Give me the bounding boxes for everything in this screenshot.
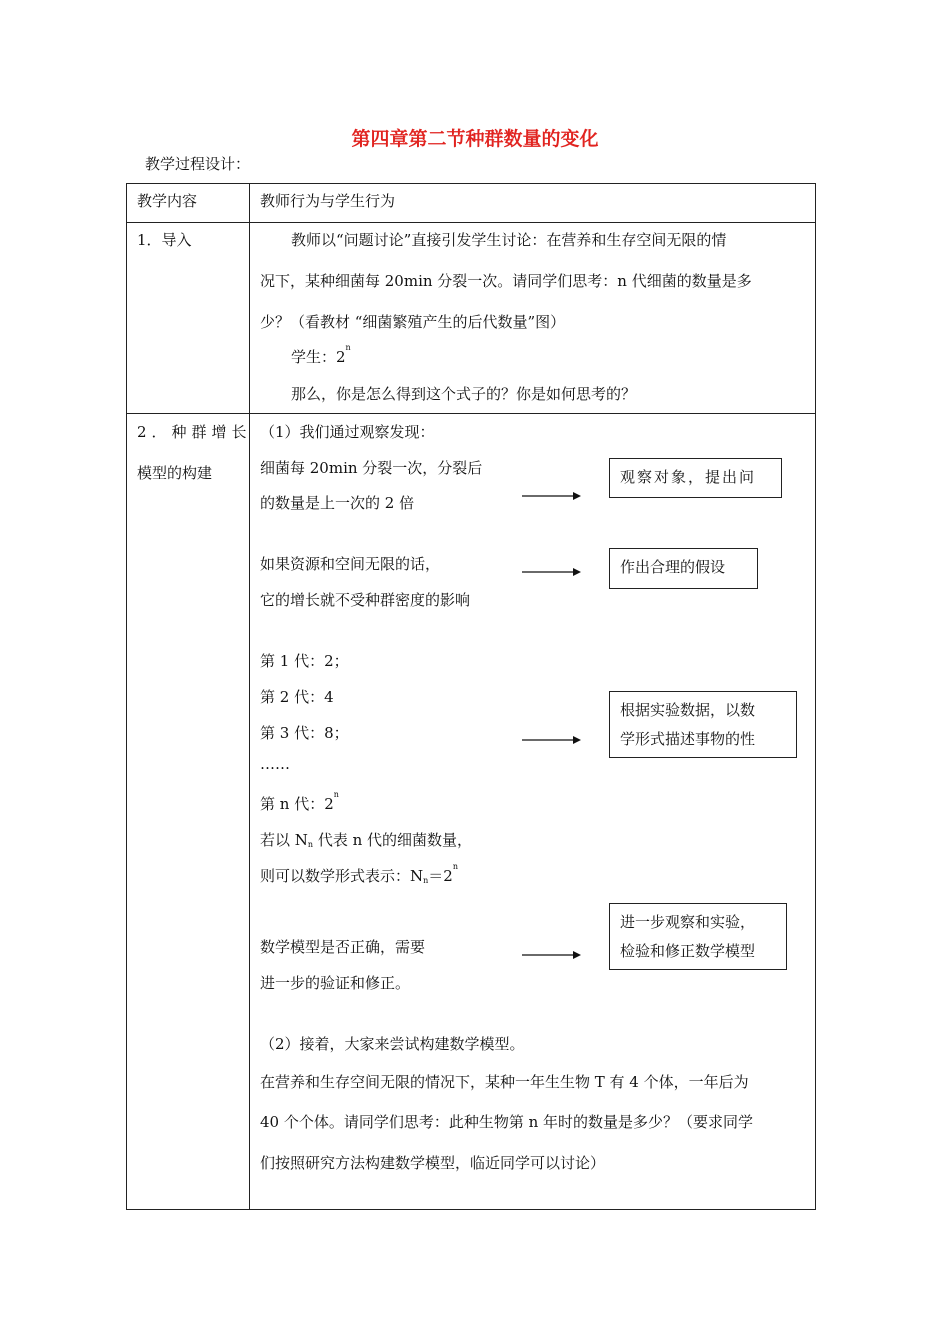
formula-expression: 则可以数学形式表示：$N_n=2^n$ (260, 862, 458, 885)
step-box-formulate: 根据实验数据，以数 学形式描述事物的性 (609, 691, 797, 758)
generation-n: 第 n 代：2$^n$ (260, 790, 339, 813)
table-border-bottom (126, 1209, 816, 1210)
row1-paragraph-line3: 少？（看教材 “细菌繁殖产生的后代数量”图） (260, 313, 566, 331)
row1-label: 1．导入 (137, 231, 192, 249)
row2-label-line1: 2．种群增长 (137, 423, 252, 441)
exercise-line3: 们按照研究方法构建数学模型，临近同学可以讨论） (260, 1154, 606, 1172)
generation-2: 第 2 代：4 (260, 688, 334, 706)
generation-ellipsis: …… (260, 755, 290, 773)
step1-heading: （1）我们通过观察发现： (260, 423, 435, 441)
hypothesis-line1: 如果资源和空间无限的话， (260, 555, 441, 573)
generation-1: 第 1 代：2； (260, 652, 349, 670)
formula-definition: 若以 $N_n$ 代表 n 代的细菌数量， (260, 831, 473, 849)
generation-3: 第 3 代：8； (260, 724, 349, 742)
header-behavior: 教师行为与学生行为 (260, 192, 396, 210)
header-content: 教学内容 (137, 192, 198, 210)
exercise-line1: 在营养和生存空间无限的情况下，某种一年生生物 T 有 4 个体，一年后为 (260, 1073, 749, 1091)
step-box-verify: 进一步观察和实验， 检验和修正数学模型 (609, 903, 787, 970)
table-row-divider (126, 413, 816, 414)
table-border-left (126, 183, 127, 1210)
row1-student-answer: 学生：2$^n$ (291, 343, 351, 366)
arrow-icon (520, 488, 584, 504)
hypothesis-line2: 它的增长就不受种群密度的影响 (260, 591, 471, 609)
row1-followup-question: 那么，你是怎么得到这个式子的？你是如何思考的？ (291, 385, 637, 403)
row2-label-line2: 模型的构建 (137, 464, 213, 482)
validation-line1: 数学模型是否正确，需要 (260, 938, 426, 956)
table-column-divider (249, 183, 250, 1210)
arrow-icon (520, 732, 584, 748)
arrow-icon (520, 947, 584, 963)
observation-line1: 细菌每 20min 分裂一次，分裂后 (260, 459, 483, 477)
section-subtitle: 教学过程设计： (145, 155, 251, 173)
validation-line2: 进一步的验证和修正。 (260, 974, 411, 992)
step2-heading: （2）接着，大家来尝试构建数学模型。 (260, 1035, 525, 1053)
table-border-top (126, 183, 816, 184)
exercise-line2: 40 个个体。请同学们思考：此种生物第 n 年时的数量是多少？（要求同学 (260, 1113, 754, 1131)
table-border-right (815, 183, 816, 1210)
row1-paragraph-line1: 教师以“问题讨论”直接引发学生讨论：在营养和生存空间无限的情 (291, 231, 727, 249)
step-box-hypothesis: 作出合理的假设 (609, 548, 758, 589)
arrow-icon (520, 564, 584, 580)
row1-paragraph-line2: 况下，某种细菌每 20min 分裂一次。请同学们思考：n 代细菌的数量是多 (260, 272, 752, 290)
observation-line2: 的数量是上一次的 2 倍 (260, 494, 415, 512)
step-box-observe: 观察对象，提出问 (609, 458, 782, 498)
table-header-divider (126, 222, 816, 223)
page-title: 第四章第二节种群数量的变化 (351, 128, 599, 150)
